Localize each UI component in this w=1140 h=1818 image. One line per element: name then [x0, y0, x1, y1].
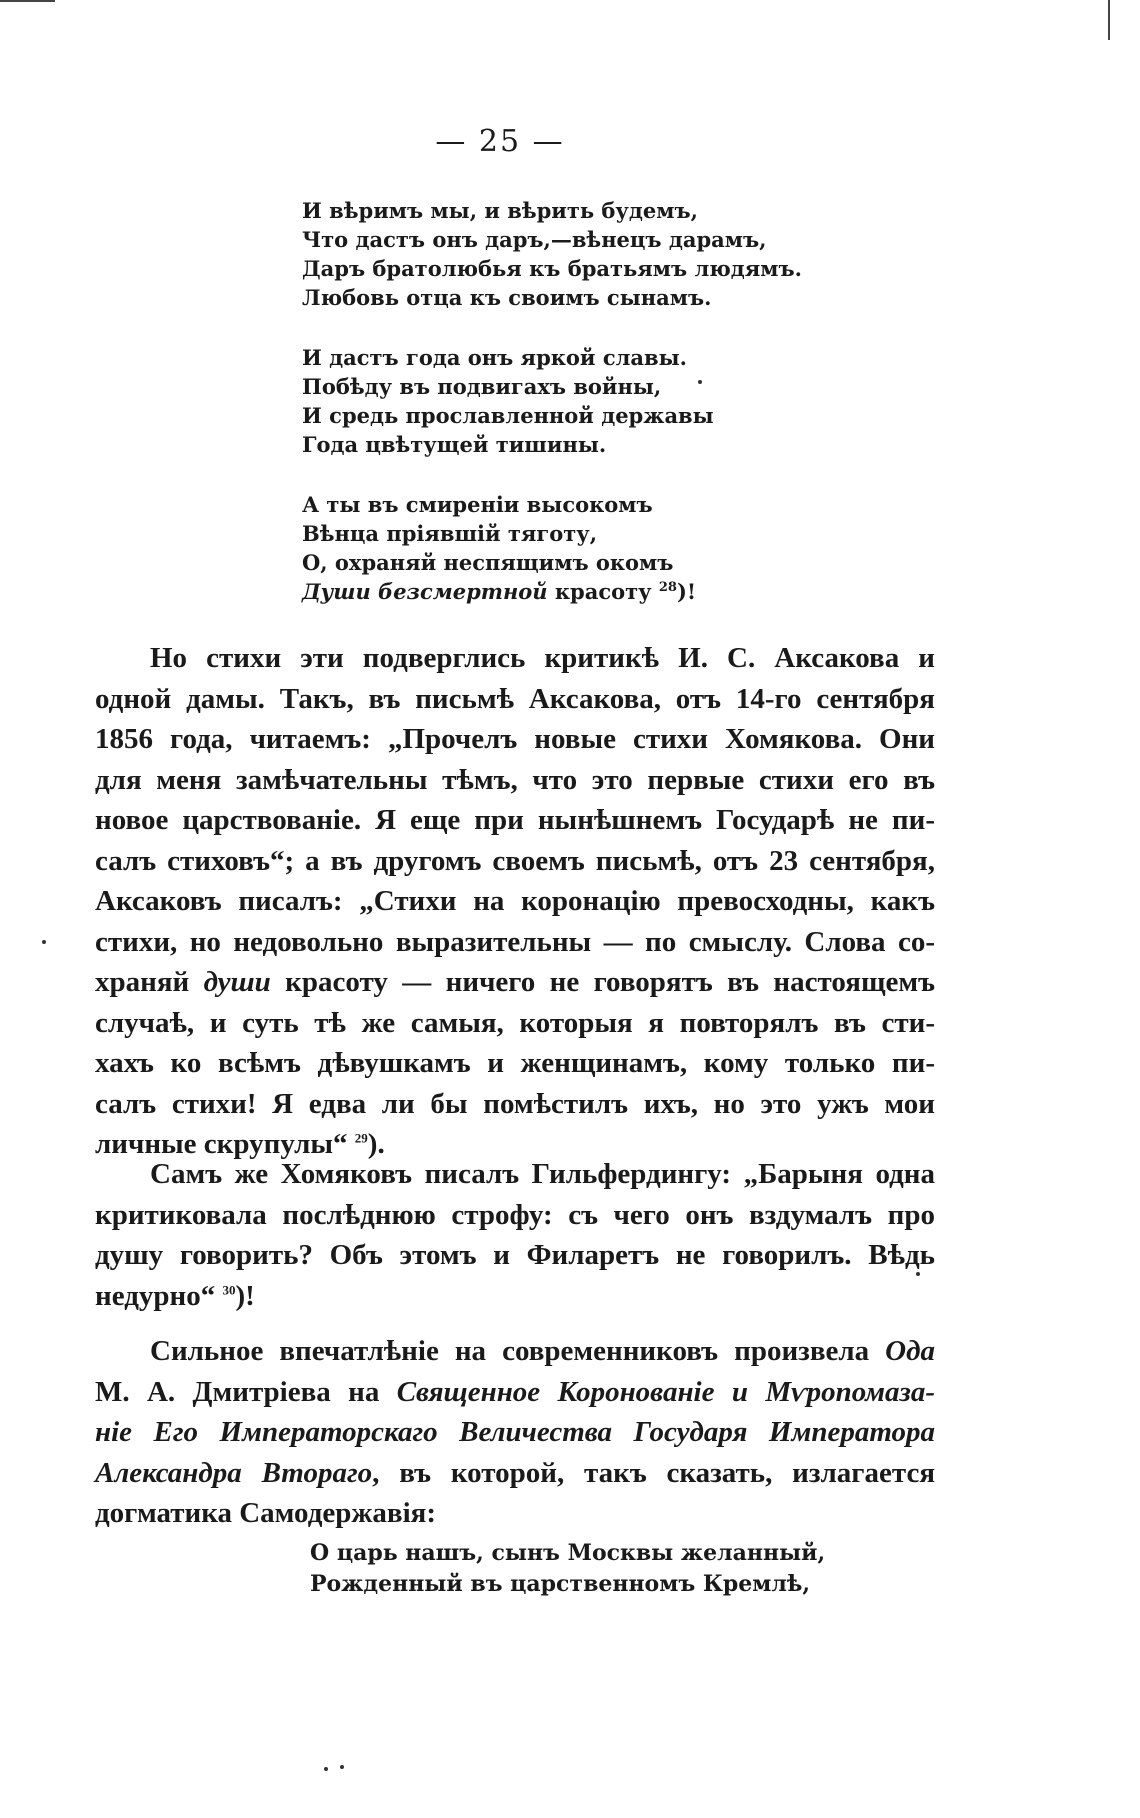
text-line [95, 1412, 935, 1453]
text-line: салъ стиховъ“; а въ другомъ своемъ письмѣ, отъ 23 сентября, [95, 844, 935, 877]
verse-line: Что дастъ онъ даръ,—вѣнецъ дарамъ, [302, 227, 767, 252]
scan-edge-mark [0, 0, 55, 2]
text-line: одной дамы. Такъ, въ письмѣ Аксакова, отъ 14-го сентября [95, 682, 935, 715]
verse-line: О, охраняй неспящимъ окомъ [302, 550, 674, 575]
quoted-ode [310, 1538, 825, 1600]
text-line [95, 962, 935, 1003]
text-line [95, 1372, 935, 1413]
text-line: новое царствованіе. Я еще при нынѣшнемъ Государѣ не пи- [95, 804, 935, 836]
text-line: стихи, но недовольно выразительны — по смыслу. Слова со- [95, 925, 935, 958]
text-fragment: красоту — ничего не говорятъ въ настоящемъ [270, 966, 935, 998]
italic-word: души [203, 966, 271, 998]
text-fragment: личные скрупулы“ [95, 1128, 355, 1160]
verse-text: красоту [547, 579, 659, 604]
verse-line: И средь прославленной державы [302, 403, 714, 428]
verse-line: Побѣду въ подвигахъ войны, [302, 374, 662, 399]
text-line: 1856 года, читаемъ: „Прочелъ новые стихи Хомякова. Они [95, 723, 935, 755]
page-number: — 25 — [435, 124, 565, 159]
text-fragment: храняй [95, 966, 204, 998]
text-fragment: , въ которой, такъ сказать, излагается [372, 1456, 936, 1489]
scan-edge-mark [1108, 0, 1110, 40]
scan-speck [324, 1767, 328, 1771]
verse-line: Года цвѣтущей тишины. [302, 432, 607, 457]
text-line: Аксаковъ писалъ: „Стихи на коронацію превосходны, какъ [95, 885, 935, 917]
poem-stanza-1 [302, 196, 802, 312]
verse-italic: Души безсмертной [302, 579, 548, 604]
italic-title: Ода [885, 1335, 935, 1367]
scan-speck [698, 380, 702, 384]
text-fragment: )! [235, 1279, 255, 1312]
text-fragment: ). [367, 1128, 385, 1160]
verse-line: А ты въ смиреніи высокомъ [302, 492, 653, 517]
footnote-ref: 30 [222, 1281, 236, 1297]
text-line: случаѣ, и суть тѣ же самыя, которыя я повторялъ въ сти- [95, 1006, 935, 1039]
text-line [95, 1276, 935, 1317]
text-line: салъ стихи! Я едва ли бы помѣстилъ ихъ, но это ужъ мои [95, 1087, 935, 1120]
footnote-ref: 29 [354, 1130, 368, 1146]
verse-line: Даръ братолюбья къ братьямъ людямъ. [302, 256, 802, 281]
text-line: душу говорить? Объ этомъ и Филаретъ не говорилъ. Вѣдь [95, 1239, 935, 1271]
text-line [95, 1331, 935, 1372]
italic-title: Александра Втораго [95, 1456, 373, 1489]
poem-stanza-2 [302, 343, 714, 459]
text-line: хахъ ко всѣмъ дѣвушкамъ и женщинамъ, кому только пи- [95, 1047, 935, 1079]
paragraph-3 [95, 1331, 935, 1534]
italic-title: Священное Коронованіе и Мѵропомаза- [396, 1375, 935, 1408]
text-line: догматика Самодержавія: [95, 1497, 436, 1529]
paragraph-1 [95, 638, 935, 1165]
text-line [95, 1453, 935, 1494]
text-line: критиковала послѣднюю строфу: съ чего онъ вздумалъ про [95, 1198, 935, 1231]
scan-speck [42, 940, 46, 944]
verse-line: И дастъ года онъ яркой славы. [302, 345, 687, 370]
verse-text: )! [676, 579, 697, 604]
scan-speck [340, 1765, 344, 1769]
scan-speck [916, 1272, 920, 1276]
verse-line-last [302, 577, 696, 606]
verse-line: Вѣнца пріявшій тяготу, [302, 521, 598, 546]
text-fragment: М. А. Дмитріева на [95, 1375, 397, 1408]
italic-title: ніе Его Императорскаго Величества Государя Императора [95, 1416, 935, 1448]
poem-stanza-3 [302, 490, 696, 606]
paragraph-2 [95, 1154, 935, 1316]
footnote-ref: 28 [658, 580, 677, 595]
verse-line: Рожденный въ царственномъ Кремлѣ, [310, 1571, 811, 1597]
text-fragment: Сильное впечатлѣніе на современниковъ произвела [150, 1335, 886, 1367]
text-fragment: недурно“ [95, 1279, 223, 1312]
text-line: Самъ же Хомяковъ писалъ Гильфердингу: „Барыня одна [150, 1158, 935, 1190]
text-line: для меня замѣчательны тѣмъ, что это первые стихи его въ [95, 763, 935, 796]
verse-line: И вѣримъ мы, и вѣрить будемъ, [302, 198, 698, 223]
text-line: Но стихи эти подверглись критикѣ И. С. Аксакова и [150, 642, 935, 674]
verse-line: Любовь отца къ своимъ сынамъ. [302, 285, 712, 310]
verse-line: О царь нашъ, сынъ Москвы желанный, [310, 1540, 826, 1566]
